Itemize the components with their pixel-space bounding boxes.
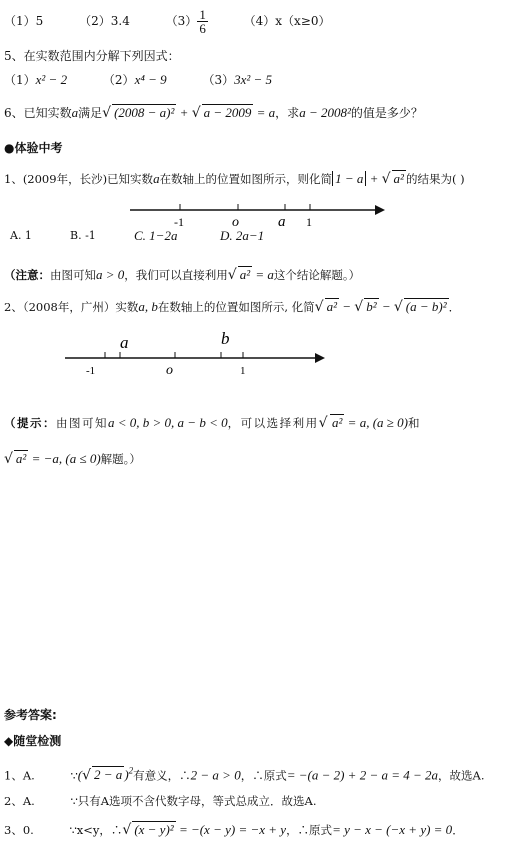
note-equals: = a — [252, 267, 274, 282]
q6-row — [4, 104, 506, 121]
fraction-numerator: 1 — [199, 7, 206, 22]
exam-q1-row — [4, 170, 506, 187]
exam-q1-plus: + — [366, 171, 382, 186]
exam-q2-mid: 在数轴上的位置如图所示, 化简 — [157, 300, 315, 314]
answer-2-row — [4, 793, 506, 809]
note-row — [4, 266, 506, 283]
q4-answer-2: （2）3.4 — [79, 14, 130, 28]
answer-3-calc: = −(x − y) = −x + y — [175, 822, 287, 837]
q5-item-2-expr: x⁴ − 9 — [134, 72, 167, 87]
exam-q2-row — [4, 298, 506, 315]
hint-formula-2: = −a, (a ≤ 0) — [28, 451, 101, 466]
exam-q2-radicand-2: b² — [366, 299, 377, 314]
answer-3-row — [4, 821, 506, 838]
hint-label: （提示： — [4, 416, 56, 430]
q5-item-1-label: （1） — [4, 73, 36, 87]
option-b: B. -1 — [70, 229, 96, 242]
exam-q2-minus: − — [378, 299, 394, 314]
arrow-right-icon — [315, 353, 325, 363]
q5-items-row — [4, 72, 506, 88]
answer-1-calc: = −(a − 2) + 2 − a = 4 − 2a — [286, 767, 439, 783]
q4-answers-row — [4, 8, 506, 35]
answer-1-radicand: 2 − a — [94, 767, 123, 783]
answer-3-calc-2: = y − x − (−x + y) = 0 — [332, 822, 453, 837]
answer-1-row: 1、A. ∵(√ 2 − a )$^2$有意义，∴2 − a > 0，∴原式= −(a − 2) + 2 − a = 4 − 2a，故选A. — [4, 766, 485, 784]
exam-q2-radicand-1: a² — [326, 299, 337, 314]
arrow-right-icon — [375, 205, 385, 215]
q4-answer-1: （1）5 — [4, 14, 44, 28]
answer-1-because: ∵ — [70, 768, 78, 783]
tick-label-a: a — [278, 214, 286, 230]
q6-equals: = a — [253, 105, 276, 120]
exam-q1-abs: 1 − a — [332, 171, 366, 186]
hint-radicand-2: a² — [15, 451, 27, 466]
point-label-b: b — [221, 330, 230, 348]
q5-item-2-label: （2） — [102, 73, 135, 87]
section-heading-exam: ●体验中考 — [4, 141, 63, 155]
exam-q1-radicand: a² — [393, 171, 404, 186]
exam-q2-radicand-3: (a − b)² — [405, 299, 447, 314]
hint-condition: a < 0, b > 0, a − b < 0 — [108, 415, 228, 430]
answer-1-condition: 2 − a > 0 — [190, 767, 241, 783]
exam-q1-post: 的结果为( ) — [405, 172, 465, 186]
hint-formula-1: = a, (a ≥ 0) — [344, 415, 408, 430]
point-label-a: a — [120, 333, 129, 352]
q6-var: a — [71, 105, 79, 120]
hint-radicand-1: a² — [332, 415, 343, 430]
q6-text-mid: 满足 — [78, 106, 103, 120]
answer-2-text: ∵只有A选项不含代数字母，等式总成立．故选A. — [70, 794, 317, 808]
q6-radicand-2: a − 2009 — [203, 105, 252, 120]
answer-3-radicand: (x − y)² — [134, 822, 174, 837]
sqrt-icon: √ — [318, 415, 330, 431]
sqrt-icon: √ — [191, 105, 201, 121]
tick-label-origin: o — [232, 215, 239, 230]
answer-1-number: 1、A. — [4, 768, 35, 783]
answer-2-number: 2、A. — [4, 794, 35, 808]
answer-3-number: 3、0. — [4, 823, 34, 837]
number-line-2 — [60, 330, 330, 378]
answers-title: 参考答案: — [4, 708, 57, 722]
option-d: D. 2a−1 — [220, 228, 265, 243]
exam-q2-end: ． — [448, 300, 461, 314]
sqrt-icon: √ — [393, 299, 403, 315]
number-line-1 — [120, 196, 390, 230]
answers-section: ◆随堂检测 — [4, 734, 62, 748]
sqrt-icon: √ — [4, 451, 13, 467]
hint-row-1 — [4, 414, 506, 431]
note-text-3: 这个结论解题。） — [273, 268, 361, 282]
note-text-2: ，我们可以直接利用 — [124, 268, 228, 282]
q4-answer-3-fraction — [197, 8, 208, 35]
answer-1-text-3: ，∴原式 — [240, 768, 287, 783]
answer-3-end: ． — [452, 823, 464, 837]
tick-label-1: 1 — [240, 365, 246, 377]
q5-item-1-expr: x² − 2 — [35, 72, 68, 87]
q6-text-pre: 6、已知实数 — [4, 106, 72, 120]
exam-q1-pre: 1、(2009年，长沙)已知实数 — [4, 172, 154, 186]
q5-item-3-expr: 3x² − 5 — [234, 72, 273, 87]
hint-text-1: 由图可知 — [56, 416, 108, 430]
sqrt-icon: √ — [354, 299, 364, 315]
exam-q1-var: a — [153, 171, 160, 186]
sqrt-icon: √ — [122, 822, 132, 838]
sqrt-icon: √ — [314, 299, 324, 315]
hint-and: 和 — [408, 416, 421, 430]
note-label: （注意： — [4, 268, 50, 282]
q6-text-end: 的值是多少？ — [350, 106, 423, 120]
tick-label-neg1: -1 — [174, 215, 184, 229]
exam-q2-vars: a, b — [138, 299, 158, 314]
hint-row-2 — [4, 450, 506, 467]
tick-label-origin: o — [166, 363, 173, 378]
option-a: A. 1 — [10, 229, 32, 242]
q6-radicand-1: (2008 − a)² — [114, 105, 175, 120]
q6-plus: + — [176, 105, 192, 120]
q4-answer-3-label: （3） — [165, 14, 198, 28]
answer-3-text-1: ∵x<y，∴ — [69, 823, 123, 837]
q4-answer-4: （4）x（x≥0） — [243, 14, 331, 28]
sqrt-icon: √ — [82, 767, 92, 784]
q5-title: 5、在实数范围内分解下列因式： — [4, 49, 180, 63]
note-text-1: 由图可知 — [50, 268, 96, 282]
exam-q1-mid: 在数轴上的位置如图所示，则化简 — [159, 172, 333, 186]
hint-end: 解题。） — [100, 452, 141, 466]
fraction-denominator: 6 — [199, 21, 206, 36]
sqrt-icon: √ — [227, 267, 237, 283]
exam-q2-pre: 2、（2008年，广州）实数 — [4, 300, 139, 314]
exam-q2-minus: − — [338, 299, 355, 314]
q6-target-expr: a − 2008² — [299, 105, 351, 120]
option-c: C. 1−2a — [134, 228, 178, 243]
note-radicand: a² — [239, 267, 251, 282]
tick-label-neg1: -1 — [86, 365, 96, 377]
note-condition: a > 0 — [96, 267, 125, 282]
answer-1-end: ，故选A. — [438, 768, 485, 783]
sqrt-icon: √ — [102, 105, 112, 121]
tick-label-1: 1 — [306, 215, 312, 229]
hint-text-2: ，可以选择利用 — [227, 416, 319, 430]
answer-3-text-2: ，∴原式 — [286, 823, 333, 837]
q5-item-3-label: （3） — [202, 73, 235, 87]
answer-1-text-2: 有意义，∴ — [133, 768, 191, 783]
sqrt-icon: √ — [381, 171, 391, 187]
q6-text-post: ，求 — [275, 106, 300, 120]
